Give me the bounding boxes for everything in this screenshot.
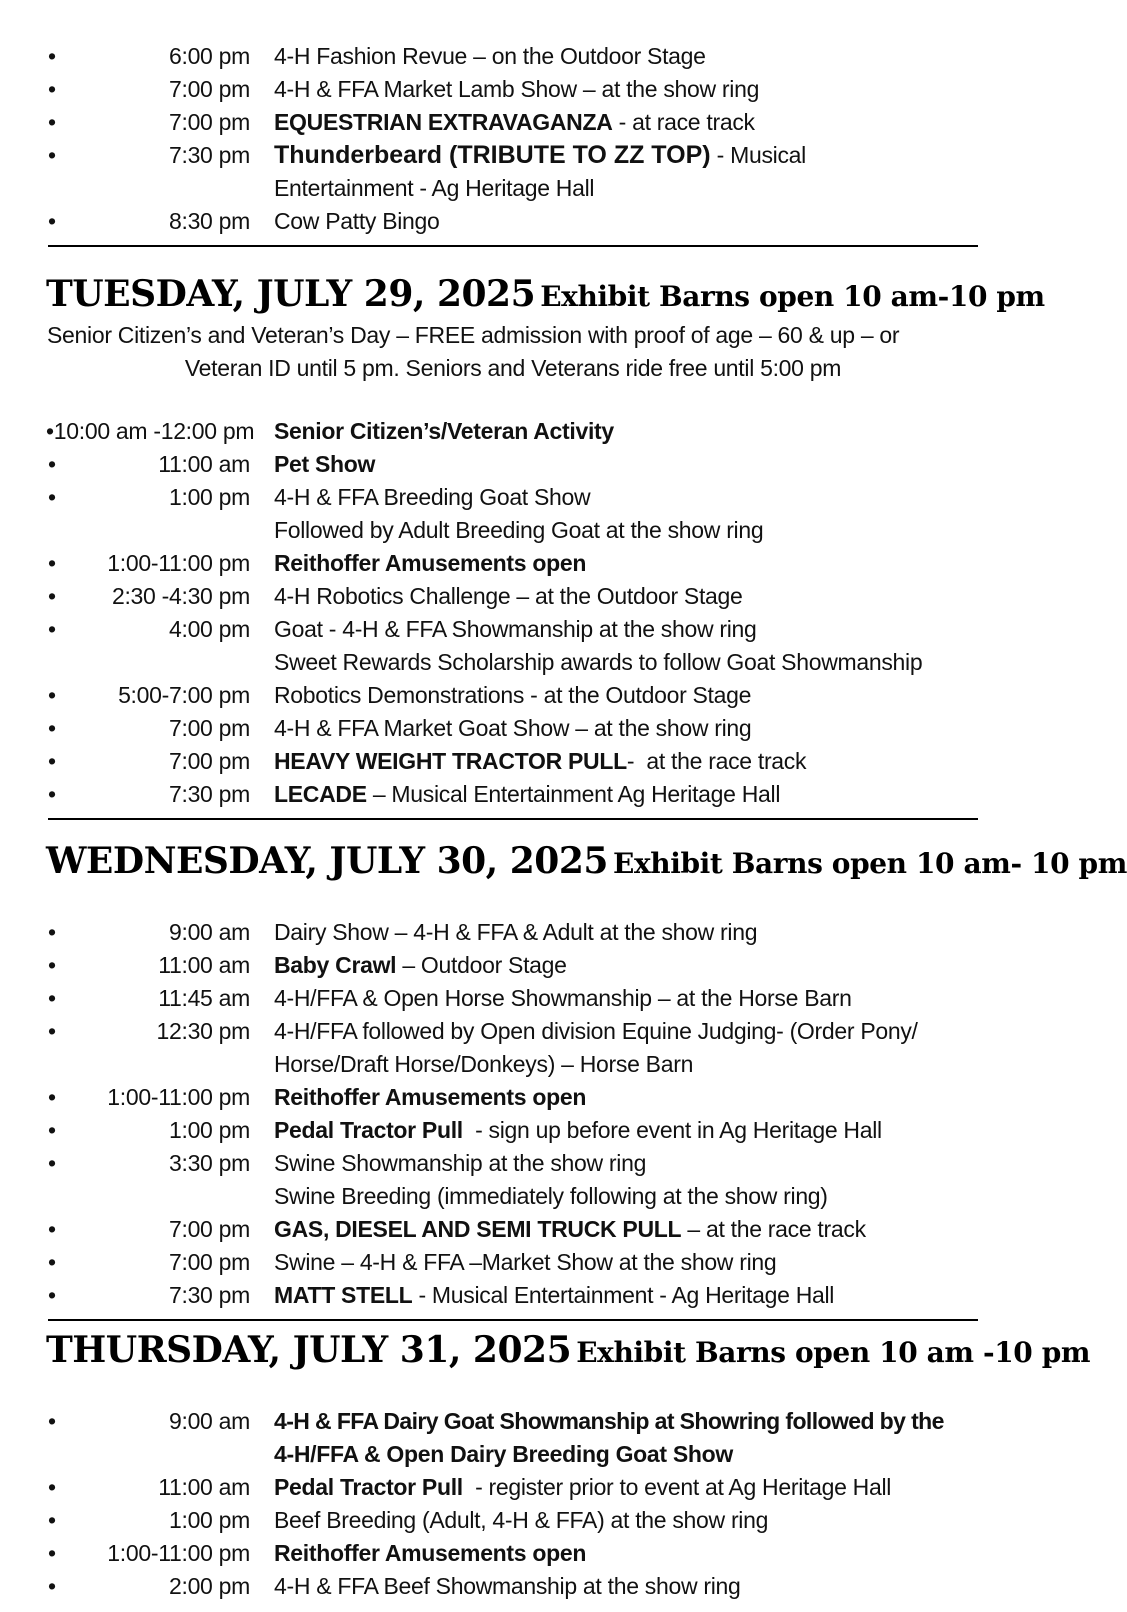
event-title-bold: Pedal Tractor Pull	[274, 1117, 463, 1143]
day-note: Veteran ID until 5 pm. Seniors and Veterans ride free until 5:00 pm	[184, 355, 842, 381]
day-title: THURSDAY, JULY 31, 2025	[46, 1329, 572, 1371]
event-description	[274, 1504, 768, 1537]
event-description	[274, 949, 567, 982]
event-time: 7:30 pm	[168, 142, 250, 168]
event-text: - at the race track	[626, 748, 807, 774]
event-title-bold: EQUESTRIAN EXTRAVAGANZA	[274, 109, 613, 135]
event-time: 7:00 pm	[168, 109, 250, 135]
bullet: •	[48, 451, 56, 477]
event-row-continuation	[0, 646, 1026, 679]
event-row	[0, 73, 1026, 106]
event-text: – Outdoor Stage	[396, 952, 567, 978]
event-description	[274, 139, 806, 172]
event-row	[0, 949, 1026, 982]
event-row	[0, 1081, 1026, 1114]
event-description	[274, 679, 751, 712]
event-text: 4-H & FFA Beef Showmanship at the show ring	[274, 1573, 741, 1599]
event-title-bold: 4-H & FFA Dairy Goat Showmanship at Showring followed by the	[274, 1408, 944, 1434]
tuesday-notes	[0, 319, 1026, 385]
event-text: - at race track	[612, 109, 755, 135]
event-description	[274, 745, 806, 778]
event-description	[274, 1048, 693, 1081]
event-time: 7:00 pm	[168, 715, 250, 741]
event-description	[274, 40, 706, 73]
event-time: 1:00-11:00 pm	[107, 1540, 250, 1566]
event-description	[274, 205, 440, 238]
bullet: •	[48, 76, 56, 102]
event-time: 7:30 pm	[168, 781, 250, 807]
day-note: Senior Citizen’s and Veteran’s Day – FREE admission with proof of age – 60 & up – or	[47, 322, 900, 348]
event-row-continuation	[0, 172, 1026, 205]
event-row	[0, 1015, 1026, 1048]
event-row	[0, 547, 1026, 580]
event-text: Swine – 4-H & FFA –Market Show at the show ring	[274, 1249, 777, 1275]
event-description	[274, 514, 763, 547]
barn-hours: Exhibit Barns open 10 am -10 pm	[576, 1336, 1091, 1369]
event-description	[274, 1147, 646, 1180]
event-description	[274, 1015, 918, 1048]
event-text: – at the race track	[681, 1216, 866, 1242]
event-title-bold: 4-H/FFA & Open Dairy Breeding Goat Show	[274, 1441, 734, 1467]
event-title-bold: Baby Crawl	[274, 952, 397, 978]
event-row	[0, 106, 1026, 139]
event-description	[274, 1213, 866, 1246]
event-row	[0, 40, 1026, 73]
event-description	[274, 1438, 733, 1471]
event-description	[274, 106, 755, 139]
event-row	[0, 205, 1026, 238]
event-time: 3:30 pm	[168, 1150, 250, 1176]
event-title-bold: HEAVY WEIGHT TRACTOR PULL	[274, 748, 627, 774]
event-time: 12:30 pm	[156, 1018, 250, 1044]
bullet: •	[48, 1150, 56, 1176]
barn-hours: Exhibit Barns open 10 am- 10 pm	[613, 847, 1127, 880]
event-time: •10:00 am -12:00 pm	[46, 418, 255, 444]
event-text: - register prior to event at Ag Heritage Hall	[462, 1474, 892, 1500]
event-time: 4:00 pm	[168, 616, 250, 642]
event-text: 4-H & FFA Breeding Goat Show	[274, 484, 591, 510]
event-description	[274, 481, 590, 514]
bullet: •	[48, 748, 56, 774]
event-text: - Musical Entertainment - Ag Heritage Hall	[412, 1282, 835, 1308]
bullet: •	[48, 109, 56, 135]
event-row	[0, 1405, 1026, 1438]
bullet: •	[48, 1249, 56, 1275]
event-time: 1:00 pm	[168, 1117, 250, 1143]
bullet: •	[48, 1018, 56, 1044]
event-row	[0, 1147, 1026, 1180]
event-time: 1:00-11:00 pm	[107, 1084, 250, 1110]
event-row	[0, 916, 1026, 949]
event-description	[274, 580, 743, 613]
bullet: •	[48, 1216, 56, 1242]
event-text: 4-H & FFA Market Goat Show – at the show ring	[274, 715, 752, 741]
event-description	[274, 778, 780, 811]
bullet: •	[48, 583, 56, 609]
event-time: 1:00 pm	[168, 1507, 250, 1533]
event-text: - sign up before event in Ag Heritage Hall	[462, 1117, 882, 1143]
event-time: 9:00 am	[168, 919, 250, 945]
event-description	[274, 1471, 891, 1504]
event-time: 2:00 pm	[168, 1573, 250, 1599]
day-title: WEDNESDAY, JULY 30, 2025	[46, 840, 608, 882]
event-text: Dairy Show – 4-H & FFA & Adult at the show ring	[274, 919, 758, 945]
bullet: •	[48, 985, 56, 1011]
event-row	[0, 613, 1026, 646]
event-text: Robotics Demonstrations - at the Outdoor Stage	[274, 682, 752, 708]
event-description	[274, 1114, 882, 1147]
thursday-events	[0, 1405, 1026, 1603]
event-time: 1:00-11:00 pm	[107, 550, 250, 576]
event-title-bold: Reithoffer Amusements open	[274, 1084, 587, 1110]
event-title-bold: MATT STELL	[274, 1282, 413, 1308]
bullet: •	[48, 781, 56, 807]
event-text: - Musical	[710, 142, 806, 168]
event-row	[0, 1114, 1026, 1147]
bullet: •	[48, 1507, 56, 1533]
event-row-continuation	[0, 1180, 1026, 1213]
event-description	[274, 1081, 586, 1114]
event-title-bold: Pedal Tractor Pull	[274, 1474, 463, 1500]
event-text: Swine Breeding (immediately following at the show ring)	[274, 1183, 828, 1209]
event-time: 11:45 am	[158, 985, 250, 1011]
event-description	[274, 415, 614, 448]
event-title-bold: Reithoffer Amusements open	[274, 550, 587, 576]
bullet: •	[48, 1573, 56, 1599]
event-row-continuation	[0, 514, 1026, 547]
bullet: •	[48, 484, 56, 510]
event-time: 11:00 am	[158, 1474, 250, 1500]
bullet: •	[48, 1474, 56, 1500]
event-title-bold: LECADE	[274, 781, 367, 807]
event-text: 4-H & FFA Market Lamb Show – at the show ring	[274, 76, 760, 102]
event-row-continuation	[0, 1438, 1026, 1471]
bullet: •	[48, 208, 56, 234]
bullet: •	[48, 715, 56, 741]
bullet: •	[48, 919, 56, 945]
wednesday-events	[0, 916, 1026, 1312]
event-description	[274, 1570, 741, 1603]
event-text: 4-H Robotics Challenge – at the Outdoor Stage	[274, 583, 743, 609]
bullet: •	[48, 1282, 56, 1308]
event-text: – Musical Entertainment Ag Heritage Hall	[366, 781, 781, 807]
event-text: Goat - 4-H & FFA Showmanship at the show ring	[274, 616, 757, 642]
event-description	[274, 712, 751, 745]
event-row	[0, 448, 1026, 481]
bullet: •	[48, 1117, 56, 1143]
event-row	[0, 1537, 1026, 1570]
event-description	[274, 1180, 828, 1213]
event-row	[0, 679, 1026, 712]
event-row	[0, 481, 1026, 514]
event-row-continuation	[0, 1048, 1026, 1081]
event-time: 5:00-7:00 pm	[118, 682, 250, 708]
event-row	[0, 712, 1026, 745]
event-row	[0, 1246, 1026, 1279]
event-row	[0, 139, 1026, 172]
event-title-bold: Pet Show	[274, 451, 376, 477]
bullet: •	[48, 682, 56, 708]
event-time: 7:30 pm	[168, 1282, 250, 1308]
event-text: 4-H/FFA followed by Open division Equine Judging- (Order Pony/	[274, 1018, 918, 1044]
event-time: 7:00 pm	[168, 76, 250, 102]
event-row	[0, 1471, 1026, 1504]
event-row	[0, 745, 1026, 778]
event-row	[0, 1504, 1026, 1537]
event-row	[0, 1213, 1026, 1246]
event-time: 2:30 -4:30 pm	[111, 583, 250, 609]
barn-hours: Exhibit Barns open 10 am-10 pm	[540, 280, 1045, 313]
event-description	[274, 916, 757, 949]
event-row	[0, 1570, 1026, 1603]
event-text: Entertainment - Ag Heritage Hall	[274, 175, 595, 201]
event-description	[274, 1279, 834, 1312]
event-description	[274, 448, 375, 481]
event-text: Swine Showmanship at the show ring	[274, 1150, 647, 1176]
event-description	[274, 982, 852, 1015]
bullet: •	[48, 550, 56, 576]
monday-events	[0, 40, 1026, 238]
day-heading-tuesday	[0, 269, 1045, 319]
event-description	[274, 1405, 944, 1438]
bullet: •	[48, 1408, 56, 1434]
bullet: •	[48, 43, 56, 69]
day-heading-wednesday	[0, 836, 1127, 886]
event-row	[0, 982, 1026, 1015]
day-heading-thursday	[0, 1325, 1091, 1375]
event-text: Beef Breeding (Adult, 4-H & FFA) at the show ring	[274, 1507, 769, 1533]
event-time: 7:00 pm	[168, 1216, 250, 1242]
bullet: •	[48, 142, 56, 168]
event-description	[274, 613, 757, 646]
bullet: •	[48, 1540, 56, 1566]
event-title-bold: Reithoffer Amusements open	[274, 1540, 587, 1566]
event-title-bold: Senior Citizen’s/Veteran Activity	[274, 418, 614, 444]
event-description	[274, 1537, 586, 1570]
bullet: •	[48, 952, 56, 978]
event-time: 7:00 pm	[168, 1249, 250, 1275]
event-description	[274, 73, 759, 106]
event-time: 8:30 pm	[168, 208, 250, 234]
event-time: 11:00 am	[158, 952, 250, 978]
bullet: •	[48, 616, 56, 642]
event-row	[0, 778, 1026, 811]
event-row	[0, 415, 1026, 448]
event-time: 9:00 am	[168, 1408, 250, 1434]
tuesday-events	[0, 415, 1026, 811]
event-description	[274, 547, 586, 580]
event-text: Horse/Draft Horse/Donkeys) – Horse Barn	[274, 1051, 694, 1077]
event-text: Cow Patty Bingo	[274, 208, 440, 234]
event-time: 1:00 pm	[168, 484, 250, 510]
event-description	[274, 646, 922, 679]
event-text: Followed by Adult Breeding Goat at the show ring	[274, 517, 764, 543]
event-row	[0, 1279, 1026, 1312]
bullet: •	[48, 1084, 56, 1110]
event-time: 7:00 pm	[168, 748, 250, 774]
event-title-bold: Thunderbeard (TRIBUTE TO ZZ TOP)	[274, 141, 711, 169]
event-title-bold: GAS, DIESEL AND SEMI TRUCK PULL	[274, 1216, 682, 1242]
event-text: 4-H/FFA & Open Horse Showmanship – at the Horse Barn	[274, 985, 852, 1011]
event-description	[274, 1246, 776, 1279]
event-time: 11:00 am	[158, 451, 250, 477]
event-text: Sweet Rewards Scholarship awards to follow Goat Showmanship	[274, 649, 923, 675]
event-text: 4-H Fashion Revue – on the Outdoor Stage	[274, 43, 706, 69]
event-time: 6:00 pm	[168, 43, 250, 69]
event-description	[274, 172, 594, 205]
day-title: TUESDAY, JULY 29, 2025	[46, 273, 536, 315]
event-row	[0, 580, 1026, 613]
